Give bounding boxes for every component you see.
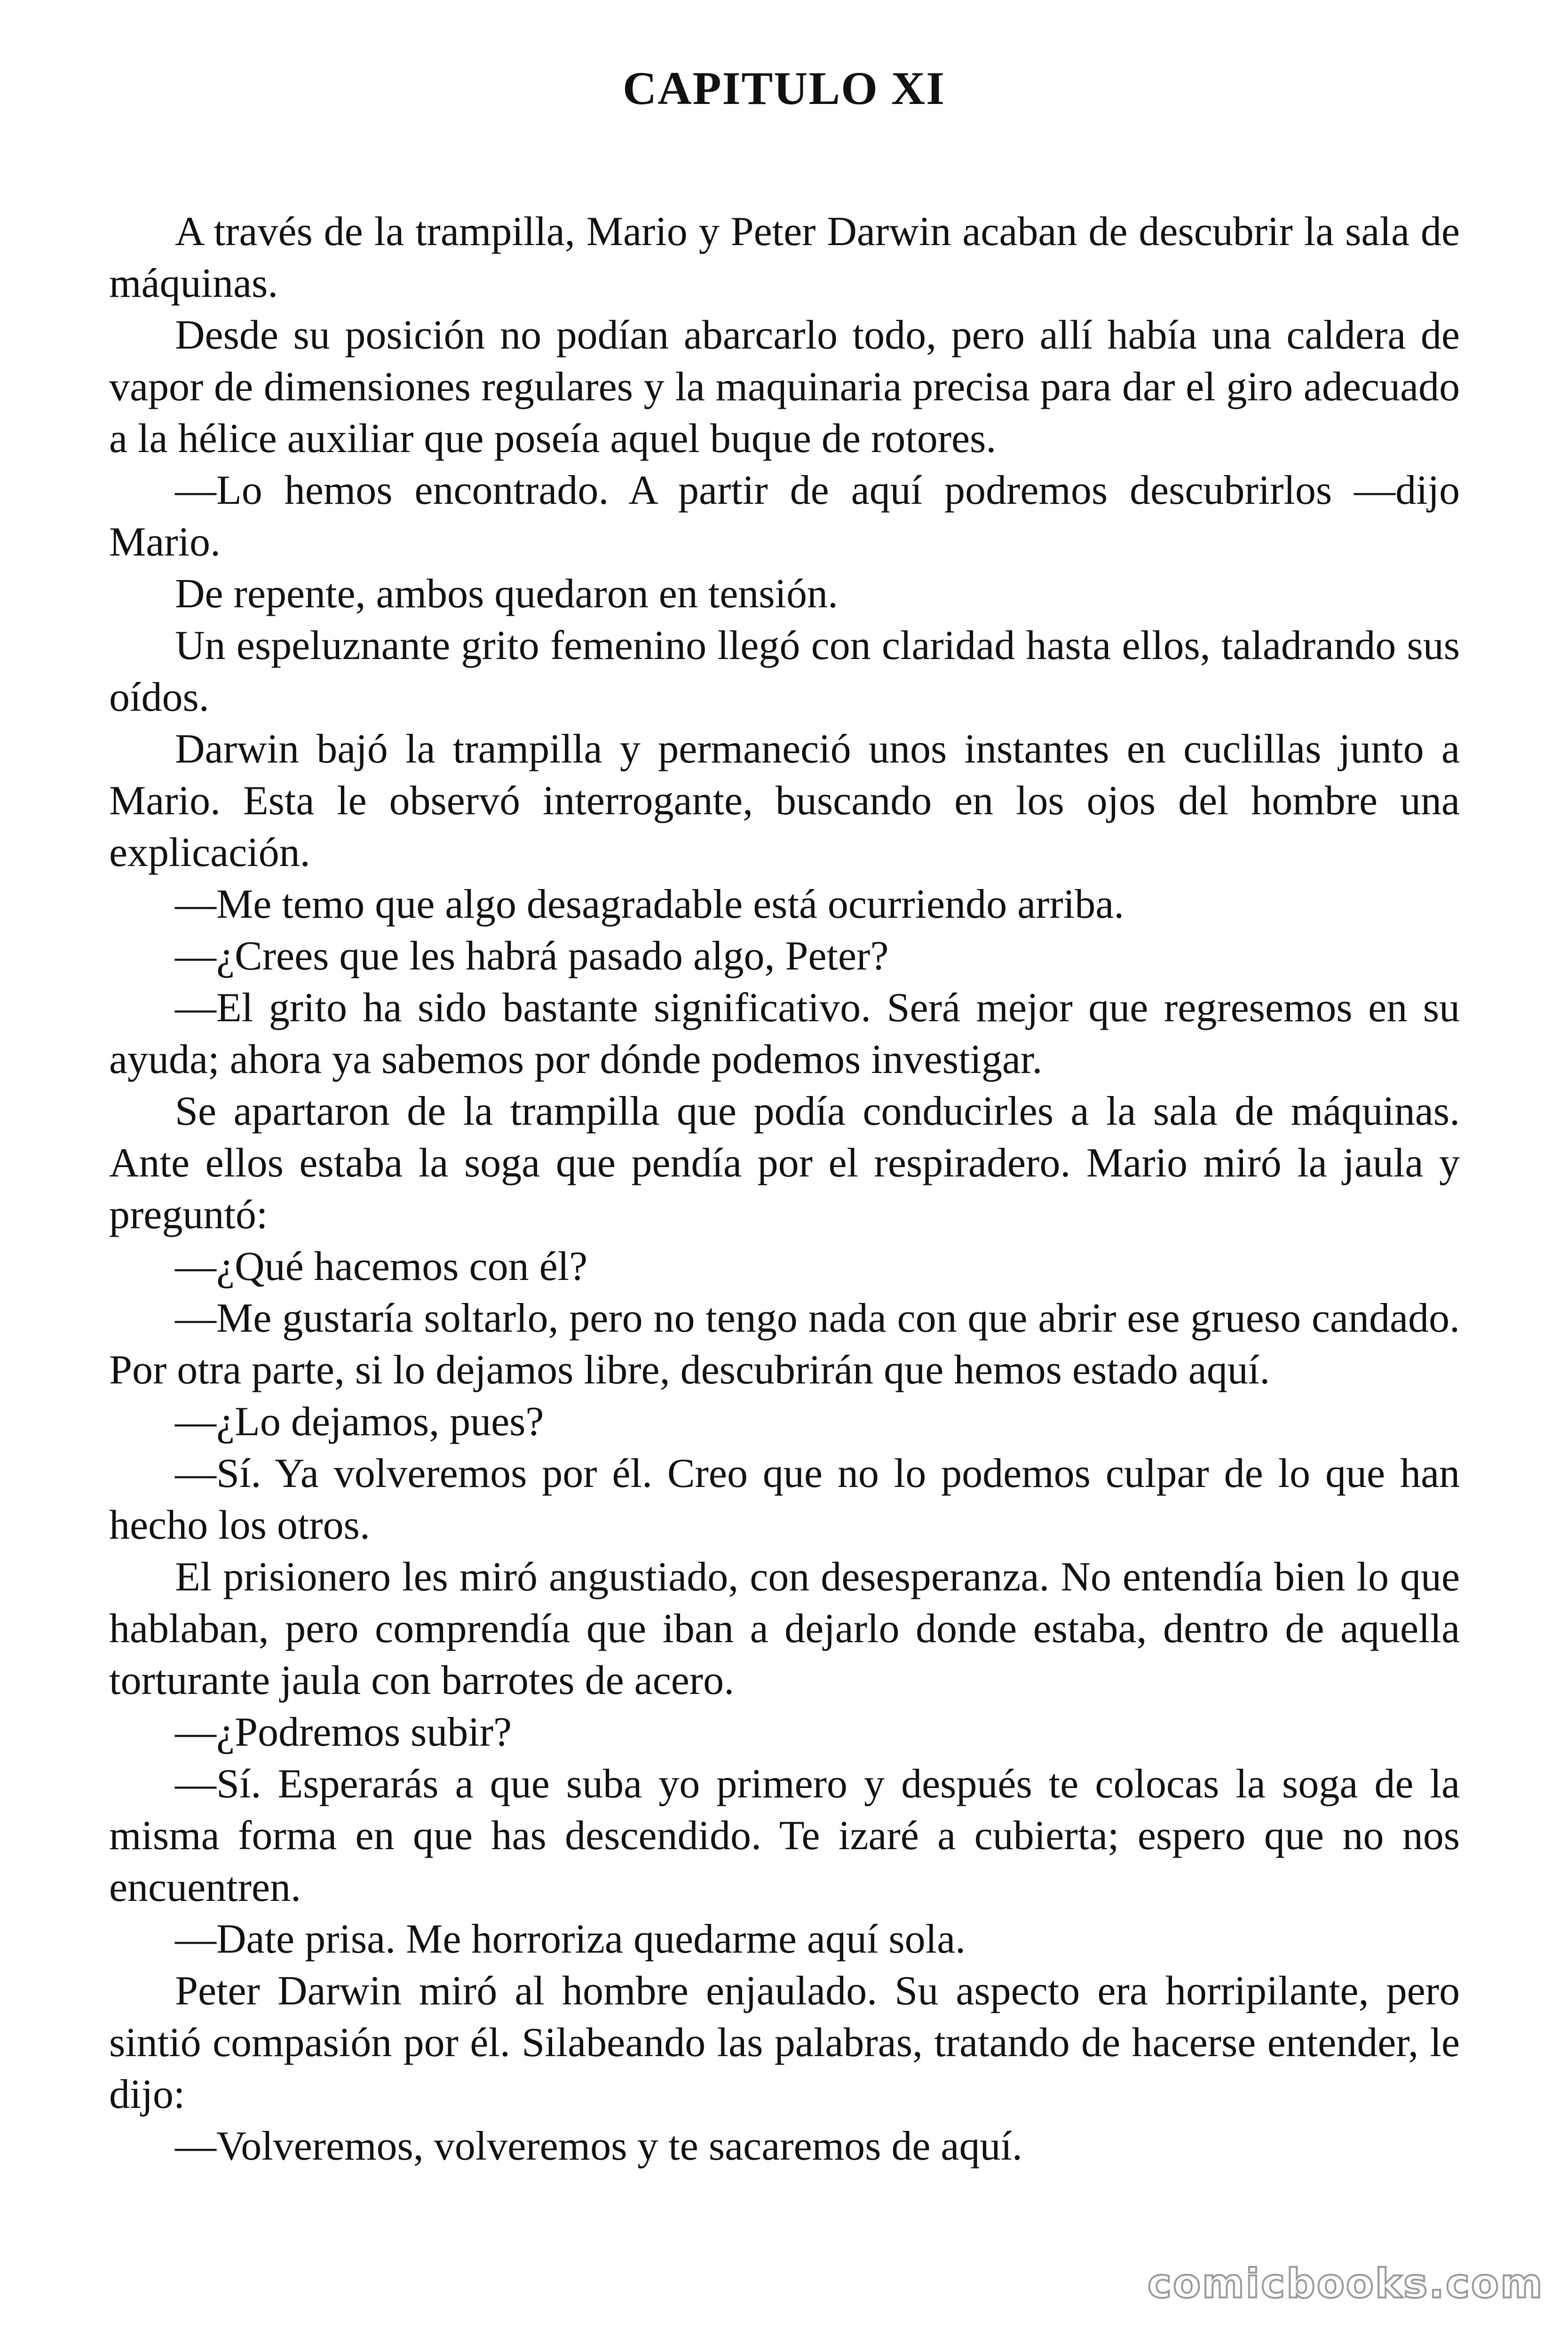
paragraph: —¿Lo dejamos, pues? [175, 1399, 544, 1445]
paragraph: Darwin bajó la trampilla y permaneció unos instantes en cuclillas junto a Mario. Esta le observó interrogante, buscando en los ojos del hombre una explicación. [109, 726, 1460, 875]
chapter-body [109, 206, 1460, 2172]
paragraph: —Sí. Esperarás a que suba yo primero y después te colocas la soga de la misma forma en que has descendido. Te izaré a cubierta; espero que no nos encuentren. [109, 1761, 1460, 1910]
watermark: comicbooks.com [1148, 2260, 1544, 2307]
paragraph: Un espeluznante grito femenino llegó con claridad hasta ellos, taladrando sus oídos. [109, 623, 1460, 720]
paragraph: —¿Qué hacemos con él? [175, 1244, 588, 1289]
paragraph: —Me gustaría soltarlo, pero no tengo nada con que abrir ese grueso candado. Por otra parte, si lo dejamos libre, descubrirán que hemos estado aquí. [109, 1295, 1460, 1393]
paragraph: —¿Podremos subir? [175, 1709, 512, 1755]
paragraph: El prisionero les miró angustiado, con desesperanza. No entendía bien lo que hablaban, pero comprendía que iban a dejarlo donde estaba, dentro de aquella torturante jaula con barrotes de acero. [109, 1554, 1460, 1703]
paragraph: Se apartaron de la trampilla que podía conducirles a la sala de máquinas. Ante ellos estaba la soga que pendía por el respiradero. Mario miró la jaula y preguntó: [109, 1089, 1460, 1238]
paragraph: —El grito ha sido bastante significativo. Será mejor que regresemos en su ayuda; ahora ya sabemos por dónde podemos investigar. [109, 985, 1460, 1082]
chapter-title: CAPITULO XI [623, 62, 945, 114]
paragraph: —Me temo que algo desagradable está ocurriendo arriba. [175, 882, 1125, 927]
paragraph: —Lo hemos encontrado. A partir de aquí podremos descubrirlos —dijo Mario. [109, 468, 1460, 565]
paragraph: —Volveremos, volveremos y te sacaremos de aquí. [175, 2123, 1022, 2169]
paragraph: De repente, ambos quedaron en tensión. [175, 571, 838, 617]
paragraph: Peter Darwin miró al hombre enjaulado. Su aspecto era horripilante, pero sintió compasión por él. Silabeando las palabras, tratando de hacerse entender, le dijo: [109, 1968, 1460, 2117]
paragraph: —Sí. Ya volveremos por él. Creo que no lo podemos culpar de lo que han hecho los otros. [109, 1451, 1460, 1548]
paragraph: —Date prisa. Me horroriza quedarme aquí sola. [175, 1916, 966, 1962]
paragraph: Desde su posición no podían abarcarlo todo, pero allí había una caldera de vapor de dimensiones regulares y la maquinaria precisa para dar el giro adecuado a la hélice auxiliar que poseía aquel buque de rotores. [109, 312, 1460, 461]
paragraph: A través de la trampilla, Mario y Peter Darwin acaban de descubrir la sala de máquinas. [109, 209, 1460, 306]
paragraph: —¿Crees que les habrá pasado algo, Peter? [175, 933, 889, 979]
